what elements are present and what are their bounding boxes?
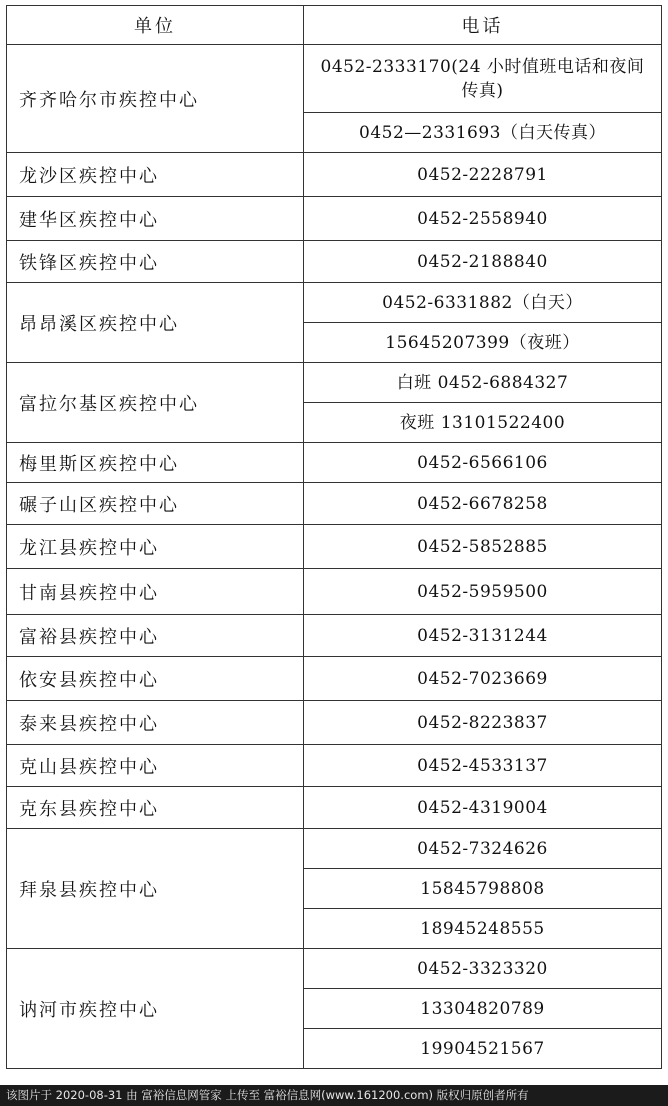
unit-cell: 富裕县疾控中心: [7, 615, 304, 657]
unit-cell: 富拉尔基区疾控中心: [7, 363, 304, 443]
unit-cell: 讷河市疾控中心: [7, 949, 304, 1069]
unit-cell: 拜泉县疾控中心: [7, 829, 304, 949]
phone-cell: 0452-2228791: [304, 153, 662, 197]
phone-cell: 13304820789: [304, 989, 662, 1029]
unit-cell: 昂昂溪区疾控中心: [7, 283, 304, 363]
unit-cell: 克山县疾控中心: [7, 745, 304, 787]
contact-table: [6, 5, 662, 1069]
unit-cell: 泰来县疾控中心: [7, 701, 304, 745]
unit-cell: 铁锋区疾控中心: [7, 241, 304, 283]
header-phone: 电话: [304, 6, 662, 45]
unit-cell: 甘南县疾控中心: [7, 569, 304, 615]
phone-cell: 18945248555: [304, 909, 662, 949]
table-row: [7, 787, 662, 829]
watermark-footer: 该图片于 2020-08-31 由 富裕信息网管家 上传至 富裕信息网(www.161200.com) 版权归原创者所有: [0, 1085, 668, 1106]
unit-cell: 依安县疾控中心: [7, 657, 304, 701]
unit-cell: 梅里斯区疾控中心: [7, 443, 304, 483]
phone-cell: 0452-4319004: [304, 787, 662, 829]
phone-cell: 15645207399（夜班）: [304, 323, 662, 363]
phone-cell: 0452-2333170(24 小时值班电话和夜间传真): [304, 45, 662, 113]
phone-cell: 0452-8223837: [304, 701, 662, 745]
phone-cell: 白班 0452-6884327: [304, 363, 662, 403]
table-row: [7, 525, 662, 569]
phone-cell: 0452-3131244: [304, 615, 662, 657]
phone-cell: 0452-6331882（白天）: [304, 283, 662, 323]
table-row: [7, 443, 662, 483]
unit-cell: 龙江县疾控中心: [7, 525, 304, 569]
table-body: [7, 45, 662, 1069]
table-row: [7, 569, 662, 615]
phone-cell: 0452-2188840: [304, 241, 662, 283]
table-row: [7, 197, 662, 241]
table-row: [7, 615, 662, 657]
table-header-row: [7, 6, 662, 45]
phone-cell: 0452-5959500: [304, 569, 662, 615]
unit-cell: 碾子山区疾控中心: [7, 483, 304, 525]
unit-cell: 龙沙区疾控中心: [7, 153, 304, 197]
phone-cell: 0452-6678258: [304, 483, 662, 525]
table-row: [7, 45, 662, 113]
phone-cell: 0452—2331693（白天传真）: [304, 113, 662, 153]
phone-cell: 0452-4533137: [304, 745, 662, 787]
table-row: [7, 153, 662, 197]
unit-cell: 建华区疾控中心: [7, 197, 304, 241]
phone-cell: 0452-7324626: [304, 829, 662, 869]
table-row: [7, 701, 662, 745]
table-row: [7, 829, 662, 869]
table-row: [7, 657, 662, 701]
phone-cell: 0452-3323320: [304, 949, 662, 989]
unit-cell: 齐齐哈尔市疾控中心: [7, 45, 304, 153]
table-row: [7, 483, 662, 525]
phone-cell: 0452-5852885: [304, 525, 662, 569]
phone-cell: 0452-6566106: [304, 443, 662, 483]
phone-cell: 夜班 13101522400: [304, 403, 662, 443]
table-row: [7, 241, 662, 283]
phone-cell: 0452-2558940: [304, 197, 662, 241]
phone-cell: 15845798808: [304, 869, 662, 909]
table-row: [7, 283, 662, 323]
unit-cell: 克东县疾控中心: [7, 787, 304, 829]
table-row: [7, 949, 662, 989]
header-unit: 单位: [7, 6, 304, 45]
table-row: [7, 363, 662, 403]
table-row: [7, 745, 662, 787]
phone-cell: 0452-7023669: [304, 657, 662, 701]
contact-table-container: [6, 5, 662, 1069]
phone-cell: 19904521567: [304, 1029, 662, 1069]
